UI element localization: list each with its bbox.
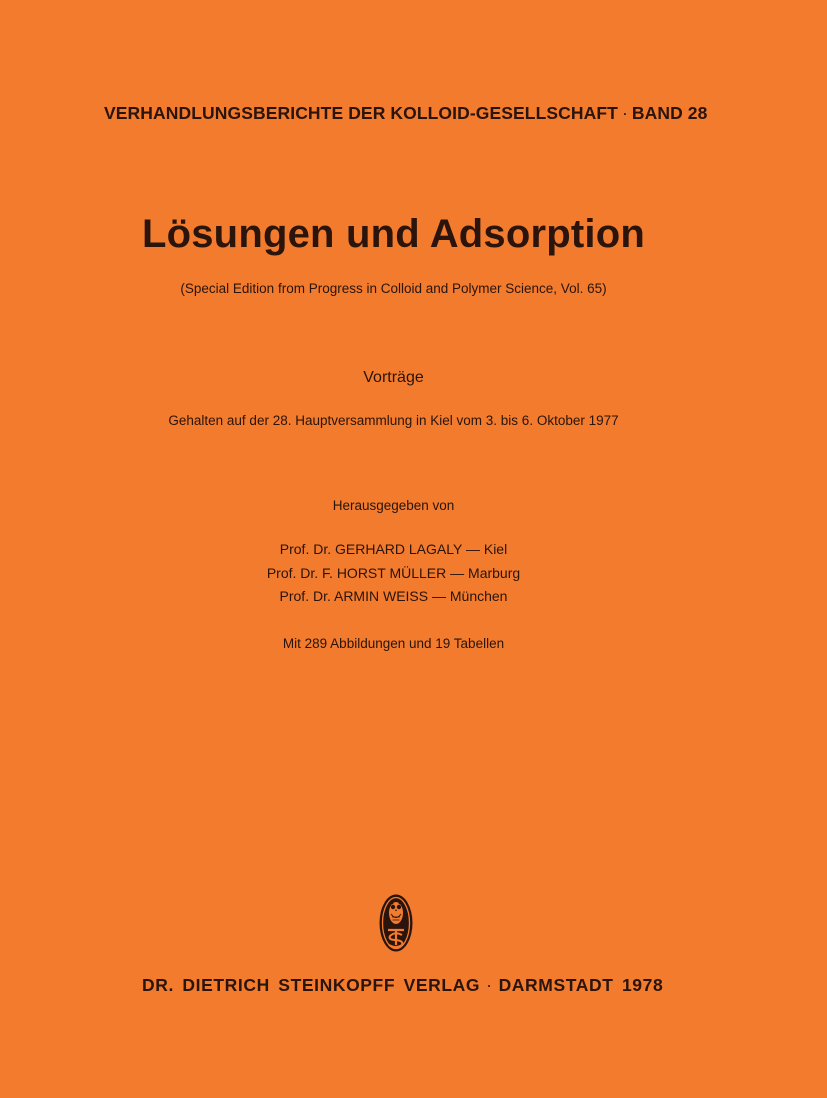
section-heading: Vorträge [363,369,424,386]
series-name: VERHANDLUNGSBERICHTE DER KOLLOID-GESELLSCHAFT [104,103,618,123]
editor-item: Prof. Dr. ARMIN WEISS — München [279,588,508,604]
editor-item: Prof. Dr. F. HORST MÜLLER — Marburg [266,564,521,581]
publisher-owl-seal-icon [378,893,414,953]
figures-tables-note: Mit 289 Abbildungen und 19 Tabellen [282,636,505,651]
edited-by-label: Herausgegeben von [332,498,455,513]
series-title [104,103,707,124]
publisher-separator: · [486,975,493,995]
series-volume: BAND 28 [631,103,708,123]
publisher-place-year: DARMSTADT 1978 [498,975,664,995]
book-subtitle: (Special Edition from Progress in Colloid and Polymer Science, Vol. 65) [180,281,607,296]
book-title: Lösungen und Adsorption [141,212,646,256]
publisher-line [142,975,663,996]
meeting-info: Gehalten auf der 28. Hauptversammlung in Kiel vom 3. bis 6. Oktober 1977 [168,413,619,428]
publisher-name: DR. DIETRICH STEINKOPFF VERLAG [142,975,481,995]
series-separator: · [621,103,628,123]
editors-list [0,538,787,609]
editor-item: Prof. Dr. GERHARD LAGALY — Kiel [279,541,508,557]
